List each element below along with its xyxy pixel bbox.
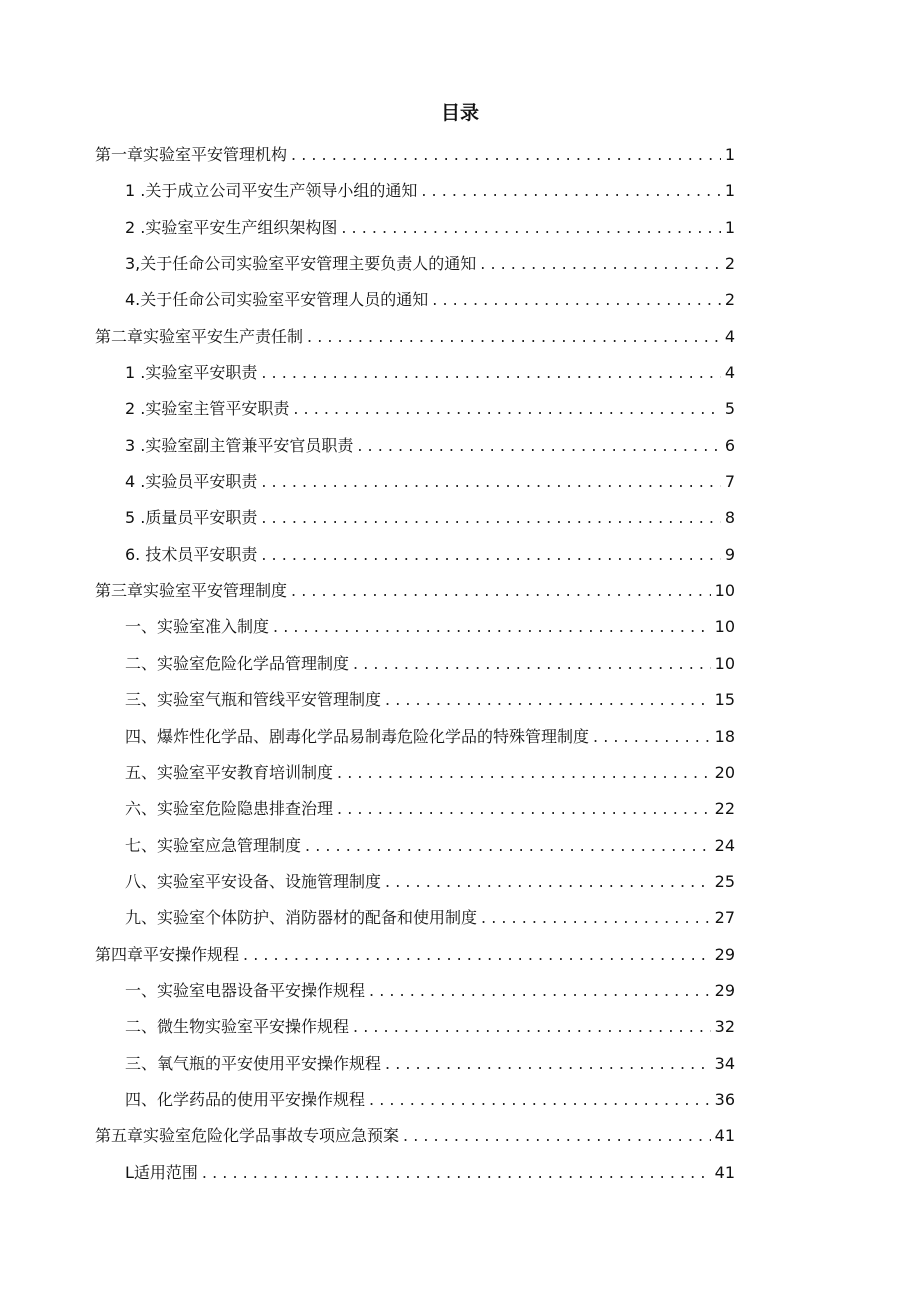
toc-chapter-entry[interactable] (95, 143, 735, 179)
toc-chapter-entry[interactable] (95, 325, 735, 361)
toc-section-entry[interactable] (95, 470, 735, 506)
table-of-contents (95, 143, 735, 1197)
toc-section-entry[interactable] (95, 652, 735, 688)
dot-leader (369, 1088, 711, 1112)
toc-page-number: 1 (724, 181, 735, 201)
toc-page-number: 25 (714, 871, 735, 891)
toc-page-number: 6 (724, 435, 735, 455)
toc-page-number: 8 (724, 508, 735, 528)
dot-leader (261, 361, 720, 385)
toc-entry-label: 1 .实验室平安职责 (125, 363, 258, 383)
toc-section-entry[interactable] (95, 1052, 735, 1088)
toc-page-number: 1 (724, 145, 735, 164)
toc-section-entry[interactable] (95, 361, 735, 397)
toc-page-number: 24 (714, 835, 735, 855)
toc-page-number: 2 (724, 254, 735, 274)
toc-entry-label: 4.关于任命公司实验室平安管理人员的通知 (125, 290, 429, 310)
toc-page-number: 34 (714, 1053, 735, 1073)
toc-entry-label: 6. 技术员平安职责 (125, 544, 258, 564)
toc-page-number: 1 (724, 217, 735, 237)
dot-leader (337, 761, 711, 785)
dot-leader (261, 543, 720, 567)
toc-page-number: 32 (714, 1017, 735, 1037)
toc-section-entry[interactable] (95, 797, 735, 833)
dot-leader (341, 216, 720, 240)
dot-leader (369, 979, 711, 1003)
toc-section-entry[interactable] (95, 834, 735, 870)
toc-page-number: 5 (724, 399, 735, 419)
toc-entry-label: 一、实验室电器设备平安操作规程 (125, 980, 366, 1000)
toc-entry-label: 1 .关于成立公司平安生产领导小组的通知 (125, 181, 418, 201)
toc-entry-label: 一、实验室准入制度 (125, 617, 270, 637)
toc-page-number: 4 (724, 363, 735, 383)
toc-page-number: 10 (714, 653, 735, 673)
toc-section-entry[interactable] (95, 179, 735, 215)
toc-chapter-entry[interactable] (95, 1124, 735, 1160)
dot-leader (432, 288, 721, 312)
dot-leader (261, 506, 720, 530)
toc-entry-label: 4 .实验员平安职责 (125, 472, 258, 492)
toc-page-number: 2 (724, 290, 735, 310)
toc-page-number: 27 (714, 908, 735, 928)
toc-page-number: 41 (714, 1162, 735, 1182)
toc-section-entry[interactable] (95, 216, 735, 252)
dot-leader (261, 470, 720, 494)
toc-entry-label: 第四章平安操作规程 (95, 944, 240, 964)
toc-section-entry[interactable] (95, 1161, 735, 1197)
toc-entry-label: 二、实验室危险化学品管理制度 (125, 653, 350, 673)
toc-section-entry[interactable] (95, 1088, 735, 1124)
toc-section-entry[interactable] (95, 506, 735, 542)
dot-leader (403, 1124, 711, 1148)
dot-leader (337, 797, 711, 821)
toc-section-entry[interactable] (95, 397, 735, 433)
toc-section-entry[interactable] (95, 615, 735, 651)
dot-leader (353, 652, 711, 676)
dot-leader (273, 615, 711, 639)
toc-section-entry[interactable] (95, 434, 735, 470)
dot-leader (293, 397, 720, 421)
toc-entry-label: 四、爆炸性化学品、剧毒化学品易制毒危险化学品的特殊管理制度 (125, 726, 590, 746)
toc-page-number: 7 (724, 472, 735, 492)
dot-leader (385, 870, 711, 894)
toc-section-entry[interactable] (95, 979, 735, 1015)
toc-section-entry[interactable] (95, 906, 735, 942)
toc-page-number: 15 (714, 690, 735, 710)
toc-chapter-entry[interactable] (95, 579, 735, 615)
toc-entry-label: 六、实验室危险隐患排查治理 (125, 799, 334, 819)
dot-leader (385, 688, 711, 712)
toc-section-entry[interactable] (95, 870, 735, 906)
toc-entry-label: 四、化学药品的使用平安操作规程 (125, 1089, 366, 1109)
toc-page-number: 4 (724, 326, 735, 346)
toc-entry-label: 五、实验室平安教育培训制度 (125, 762, 334, 782)
toc-entry-label: 第三章实验室平安管理制度 (95, 581, 288, 601)
toc-page-number: 41 (714, 1126, 735, 1146)
toc-page-number: 22 (714, 799, 735, 819)
dot-leader (357, 434, 720, 458)
toc-entry-label: 3 .实验室副主管兼平安官员职责 (125, 435, 354, 455)
toc-page-number: 36 (714, 1089, 735, 1109)
toc-entry-label: L适用范围 (125, 1162, 198, 1182)
dot-leader (291, 579, 711, 603)
toc-entry-label: 第一章实验室平安管理机构 (95, 145, 288, 164)
toc-section-entry[interactable] (95, 1015, 735, 1051)
toc-section-entry[interactable] (95, 725, 735, 761)
toc-page-number: 20 (714, 762, 735, 782)
dot-leader (291, 143, 721, 167)
toc-entry-label: 九、实验室个体防护、消防器材的配备和使用制度 (125, 908, 478, 928)
toc-entry-label: 5 .质量员平安职责 (125, 508, 258, 528)
toc-page-number: 29 (714, 944, 735, 964)
toc-page-number: 10 (714, 617, 735, 637)
toc-section-entry[interactable] (95, 761, 735, 797)
toc-section-entry[interactable] (95, 543, 735, 579)
toc-section-entry[interactable] (95, 688, 735, 724)
toc-entry-label: 七、实验室应急管理制度 (125, 835, 302, 855)
toc-entry-label: 二、微生物实验室平安操作规程 (125, 1017, 350, 1037)
dot-leader (243, 943, 711, 967)
toc-chapter-entry[interactable] (95, 943, 735, 979)
toc-section-entry[interactable] (95, 288, 735, 324)
dot-leader (305, 834, 711, 858)
dot-leader (481, 906, 711, 930)
toc-entry-label: 2 .实验室主管平安职责 (125, 399, 290, 419)
dot-leader (202, 1161, 711, 1185)
toc-page-number: 18 (714, 726, 735, 746)
toc-page-number: 10 (714, 581, 735, 601)
dot-leader (480, 252, 721, 276)
toc-entry-label: 三、实验室气瓶和管线平安管理制度 (125, 690, 382, 710)
dot-leader (421, 179, 720, 203)
toc-entry-label: 2 .实验室平安生产组织架构图 (125, 217, 338, 237)
dot-leader (307, 325, 721, 349)
dot-leader (385, 1052, 711, 1076)
toc-page-number: 9 (724, 544, 735, 564)
dot-leader (353, 1015, 711, 1039)
dot-leader (593, 725, 711, 749)
toc-entry-label: 第二章实验室平安生产责任制 (95, 326, 304, 346)
toc-title: 目录 (440, 102, 479, 124)
toc-section-entry[interactable] (95, 252, 735, 288)
toc-entry-label: 三、氧气瓶的平安使用平安操作规程 (125, 1053, 382, 1073)
toc-entry-label: 八、实验室平安设备、设施管理制度 (125, 871, 382, 891)
toc-entry-label: 3,关于任命公司实验室平安管理主要负责人的通知 (125, 254, 477, 274)
toc-page-number: 29 (714, 980, 735, 1000)
toc-entry-label: 第五章实验室危险化学品事故专项应急预案 (95, 1126, 400, 1146)
